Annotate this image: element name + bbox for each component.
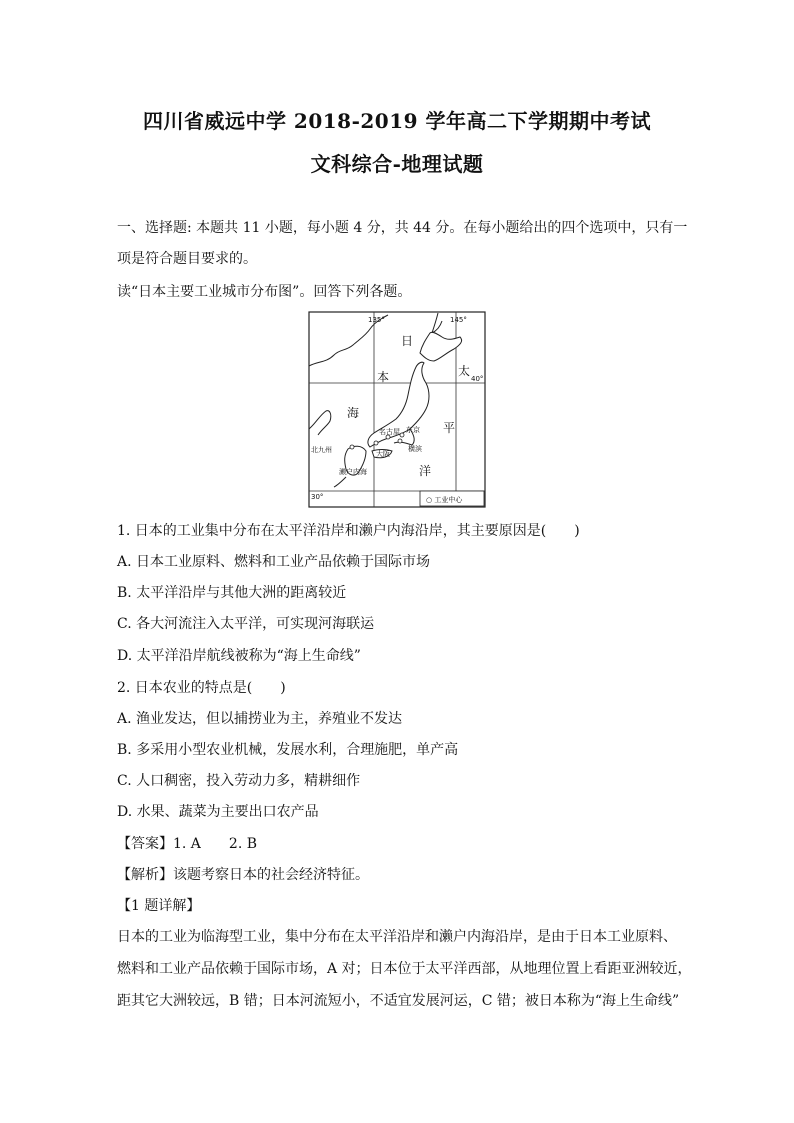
city-marker-yokohama [398, 439, 402, 443]
map-instruction: 读“日本主要工业城市分布图”。回答下列各题。 [117, 284, 412, 300]
detail-line-3: 距其它大洲较远，B 错；日本河流短小，不适宜发展河运，C 错；被日本称为“海上生命线” [117, 993, 680, 1009]
label-sea-2: 本 [377, 370, 390, 384]
label-city-yokohama: 横滨 [408, 445, 422, 453]
label-lon-145: 145° [450, 316, 467, 324]
question-1-stem: 1. 日本的工业集中分布在太平洋沿岸和濑户内海沿岸，其主要原因是( ) [117, 523, 580, 539]
question-2-option-a: A. 渔业发达，但以捕捞业为主，养殖业不发达 [117, 711, 403, 727]
question-2-option-b: B. 多采用小型农业机械，发展水利，合理施肥，单产高 [117, 742, 459, 758]
label-city-tokyo: 东京 [406, 426, 420, 434]
city-marker-osaka [374, 441, 378, 445]
label-city-nagoya: 名古屋 [379, 428, 400, 436]
label-city-osaka: 大阪 [376, 450, 390, 458]
label-city-kitakyushu: 北九州 [311, 446, 332, 454]
question-1-option-a: A. 日本工业原料、燃料和工业产品依赖于国际市场 [117, 554, 431, 570]
detail-line-2: 燃料和工业产品依赖于国际市场，A 对；日本位于太平洋西部，从地理位置上看距亚洲较近， [117, 961, 692, 977]
question-1-option-c: C. 各大河流注入太平洋，可实现河海联运 [117, 616, 375, 632]
analysis-line: 【解析】该题考察日本的社会经济特征。 [117, 867, 369, 883]
question-2-option-c: C. 人口稠密，投入劳动力多，精耕细作 [117, 773, 361, 789]
japan-industrial-city-map [308, 311, 486, 508]
detail-line-1: 日本的工业为临海型工业，集中分布在太平洋沿岸和濑户内海沿岸，是由于日本工业原料、 [117, 929, 677, 945]
label-seto-inland-sea: 濑户内海 [339, 468, 367, 476]
label-lat-40: 40° [471, 375, 484, 383]
city-marker-kitakyushu [350, 445, 354, 449]
label-ocean-2: 平 [443, 421, 456, 435]
document-subtitle: 文科综合-地理试题 [310, 152, 484, 176]
question-1-option-b: B. 太平洋沿岸与其他大洲的距离较近 [117, 585, 347, 601]
section-heading-line2: 项是符合题目要求的。 [117, 251, 257, 267]
label-lat-30: 30° [311, 493, 324, 501]
question-2-stem: 2. 日本农业的特点是( ) [117, 680, 286, 696]
section-heading-line1: 一、选择题: 本题共 11 小题，每小题 4 分，共 44 分。在每小题给出的四个选项中，只有一 [117, 220, 688, 236]
document-title: 四川省威远中学 2018-2019 学年高二下学期期中考试 [142, 109, 652, 133]
question-2-option-d: D. 水果、蔬菜为主要出口农产品 [117, 804, 319, 820]
map-legend-text: ○ 工业中心 [426, 496, 463, 504]
detail-heading: 【1 题详解】 [117, 898, 201, 914]
label-ocean-1: 太 [458, 364, 471, 378]
label-lon-135: 135° [368, 316, 385, 324]
city-marker-tokyo [400, 433, 404, 437]
question-1-option-d: D. 太平洋沿岸航线被称为“海上生命线” [117, 648, 361, 664]
label-sea-1: 日 [401, 334, 414, 348]
answer-line: 【答案】1. A 2. B [117, 836, 258, 852]
label-ocean-3: 洋 [419, 464, 432, 478]
label-sea-3: 海 [347, 406, 360, 420]
